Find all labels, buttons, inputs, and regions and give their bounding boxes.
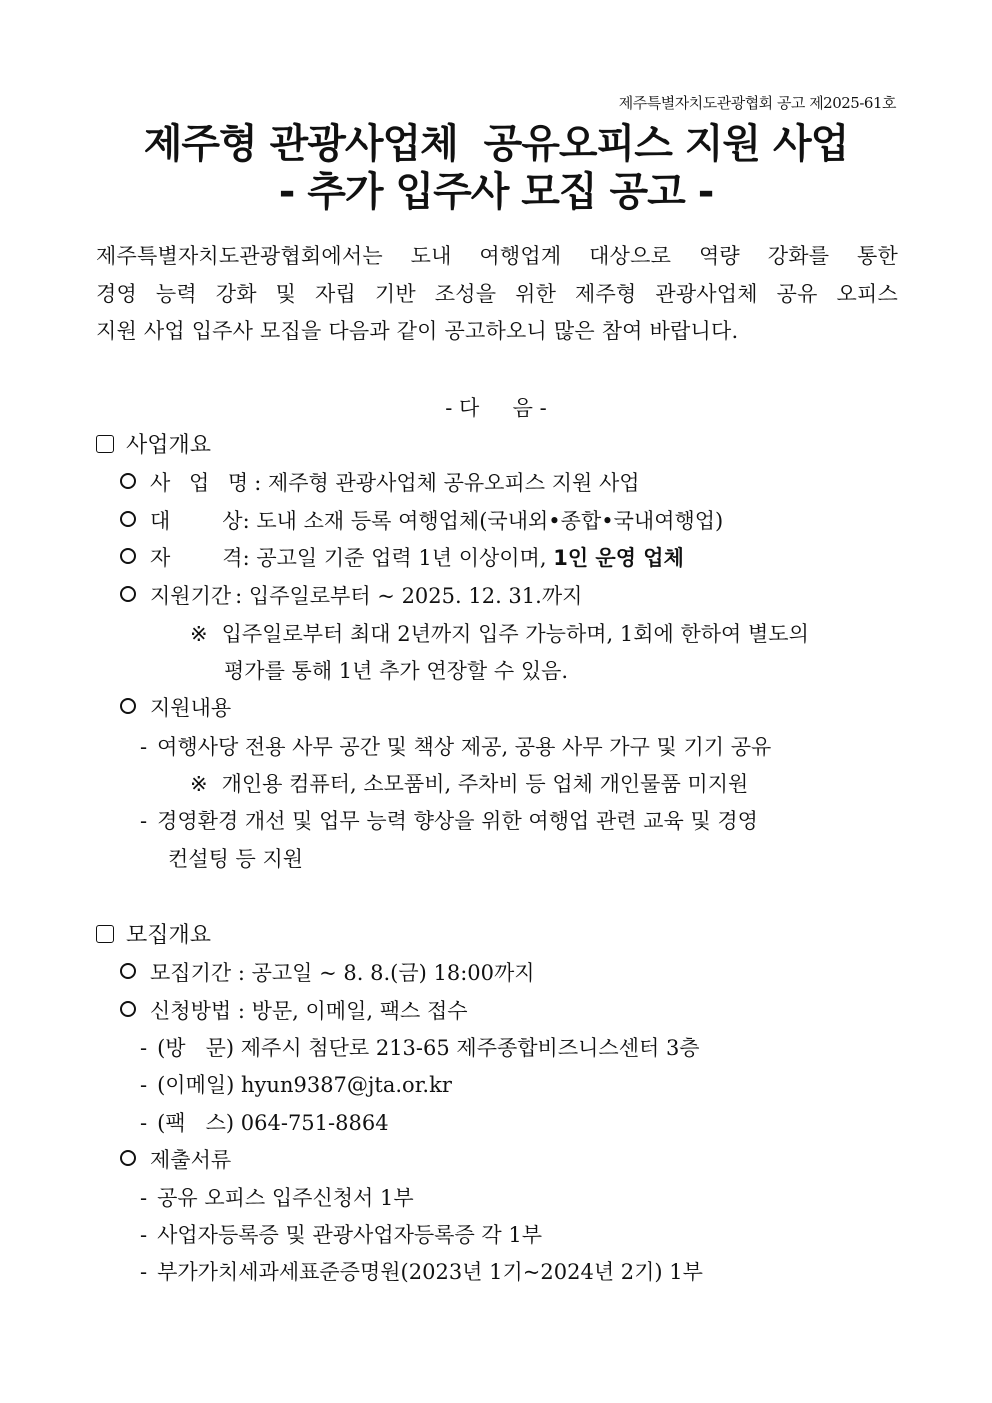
notice-number: 제주특별자치도관광협회 공고 제2025-61호 <box>618 94 896 112</box>
item-label: 지원기간 <box>150 584 232 608</box>
circle-bullet-icon <box>120 548 136 564</box>
email-address: (이메일) hyun9387@jta.or.kr <box>157 1073 452 1097</box>
reference-mark-icon: ※ <box>190 772 208 796</box>
item-documents <box>120 1144 231 1174</box>
dash-bullet: - <box>140 735 148 759</box>
circle-bullet-icon <box>120 963 136 979</box>
item-label: 지원내용 <box>150 696 232 720</box>
intro-line: 지원 사업 입주사 모집을 다음과 같이 공고하오니 많은 참여 바랍니다. <box>96 319 739 343</box>
content-item-2 <box>140 805 758 835</box>
dash-bullet: - <box>140 1223 148 1247</box>
dash-bullet: - <box>140 809 148 833</box>
item-label: 격 <box>222 546 243 570</box>
item-label: 제출서류 <box>150 1148 232 1172</box>
intro-line: 경영 능력 강화 및 자립 기반 조성을 위한 제주형 관광사업체 공유 오피스 <box>96 281 898 306</box>
divider-heading: - 다 음 - <box>445 396 547 420</box>
reference-mark-icon: ※ <box>190 622 208 646</box>
section-heading-recruitment <box>96 918 211 949</box>
item-project-name <box>120 467 640 497</box>
item-label: 상 <box>222 509 243 533</box>
circle-bullet-icon <box>120 698 136 714</box>
item-text: 신청방법 : 방문, 이메일, 팩스 접수 <box>150 999 468 1023</box>
apply-visit <box>140 1032 700 1062</box>
note-text: 입주일로부터 최대 2년까지 입주 가능하며, 1회에 한하여 별도의 <box>221 622 809 646</box>
note-text: 개인용 컴퓨터, 소모품비, 주차비 등 업체 개인물품 미지원 <box>221 772 749 796</box>
apply-email <box>140 1069 452 1099</box>
visit-address: (방 문) 제주시 첨단로 213-65 제주종합비즈니스센터 3층 <box>157 1036 700 1060</box>
document-item <box>140 1219 542 1249</box>
apply-fax <box>140 1107 389 1137</box>
note-support-period-cont: 평가를 통해 1년 추가 연장할 수 있음. <box>224 659 569 683</box>
item-value: : 공고일 기준 업력 1년 이상이며, <box>242 546 554 570</box>
section-title: 모집개요 <box>126 923 212 948</box>
document-item <box>140 1256 703 1286</box>
fax-number: (팩 스) 064-751-8864 <box>157 1111 389 1135</box>
content-item-1-note <box>190 768 748 798</box>
document-item <box>140 1182 414 1212</box>
circle-bullet-icon <box>120 1001 136 1017</box>
dash-bullet: - <box>140 1073 148 1097</box>
content-text: 경영환경 개선 및 업무 능력 향상을 위한 여행업 관련 교육 및 경영 <box>157 809 758 833</box>
page-title: 제주형 관광사업체 공유오피스 지원 사업 <box>143 121 849 167</box>
item-label: 대 <box>150 509 171 533</box>
content-text: 여행사당 전용 사무 공간 및 책상 제공, 공용 사무 가구 및 기기 공유 <box>157 735 772 759</box>
circle-bullet-icon <box>120 511 136 527</box>
document-text: 부가가치세과세표준증명원(2023년 1기~2024년 2기) 1부 <box>157 1260 703 1284</box>
item-qualification <box>120 542 684 572</box>
intro-paragraph <box>96 238 898 351</box>
item-value: : 도내 소재 등록 여행업체(국내외•종합•국내여행업) <box>242 509 724 533</box>
circle-bullet-icon <box>120 1150 136 1166</box>
square-bullet-icon <box>96 435 114 453</box>
item-recruit-period <box>120 957 535 987</box>
item-value: : 제주형 관광사업체 공유오피스 지원 사업 <box>254 471 640 495</box>
dash-bullet: - <box>140 1036 148 1060</box>
section-heading-overview <box>96 428 211 459</box>
square-bullet-icon <box>96 925 114 943</box>
dash-bullet: - <box>140 1260 148 1284</box>
document-text: 사업자등록증 및 관광사업자등록증 각 1부 <box>157 1223 543 1247</box>
page-subtitle: - 추가 입주사 모집 공고 - <box>278 169 714 215</box>
content-item-1 <box>140 731 771 761</box>
intro-line: 제주특별자치도관광협회에서는 도내 여행업계 대상으로 역량 강화를 통한 <box>96 244 898 268</box>
dash-bullet: - <box>140 1111 148 1135</box>
section-title: 사업개요 <box>126 433 212 458</box>
item-support-period <box>120 580 582 610</box>
item-target <box>120 505 723 535</box>
item-value-emphasis: 1인 운영 업체 <box>553 546 684 570</box>
item-label: 사 업 명 <box>150 471 255 495</box>
content-item-2-cont: 컨설팅 등 지원 <box>168 847 304 871</box>
document-text: 공유 오피스 입주신청서 1부 <box>157 1186 414 1210</box>
item-apply-method <box>120 995 468 1025</box>
dash-bullet: - <box>140 1186 148 1210</box>
item-support-content <box>120 692 231 722</box>
item-value: : 입주일로부터 ~ 2025. 12. 31.까지 <box>235 584 583 608</box>
item-label: 자 <box>150 546 171 570</box>
item-text: 모집기간 : 공고일 ~ 8. 8.(금) 18:00까지 <box>150 961 535 985</box>
note-support-period <box>190 618 809 648</box>
circle-bullet-icon <box>120 586 136 602</box>
circle-bullet-icon <box>120 473 136 489</box>
